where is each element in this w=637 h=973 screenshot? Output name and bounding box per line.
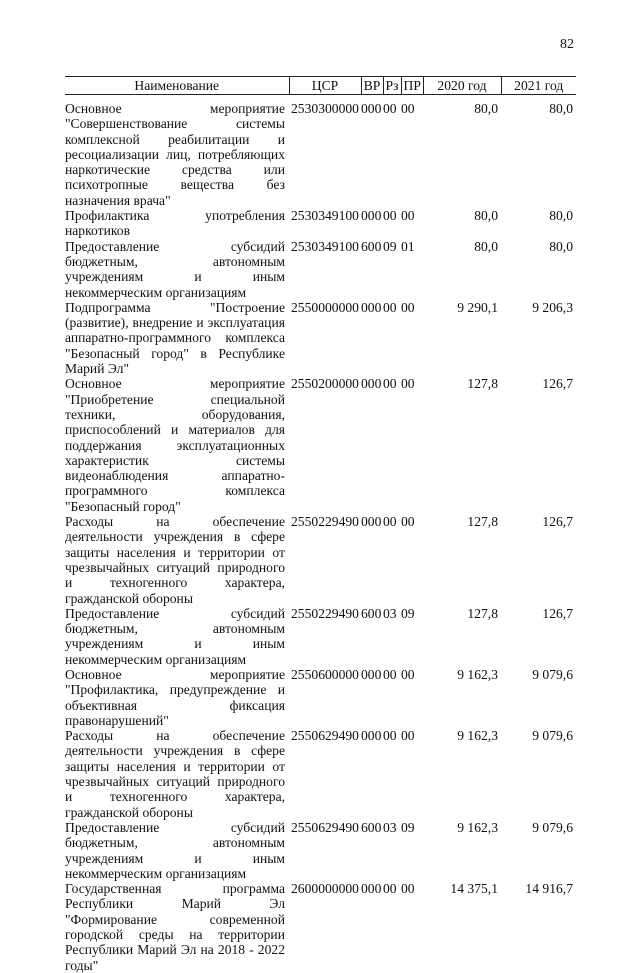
row-vr: 000 (361, 376, 382, 392)
table-row (65, 606, 576, 667)
row-pr: 00 (401, 881, 415, 897)
row-vr: 000 (361, 299, 382, 315)
row-value-2020: 9 290,1 (457, 299, 498, 315)
row-csr: 2550200000 (291, 376, 359, 392)
row-pr: 00 (401, 299, 415, 315)
row-rz: 00 (383, 666, 397, 682)
row-rz: 03 (383, 605, 397, 621)
row-rz: 00 (383, 728, 397, 744)
table-row (65, 667, 576, 728)
header-2020: 2020 год (423, 77, 501, 95)
header-2021: 2021 год (501, 77, 576, 95)
row-name: Основное мероприятие "Совершенствование системы комплексной реабилитации и ресоциализации лиц, потребляющих наркотические средства или психотропные вещества без назначения врача" (65, 101, 285, 208)
header-pr: ПР (401, 77, 423, 95)
row-csr: 2600000000 (291, 881, 359, 897)
row-csr: 2550229490 (291, 605, 359, 621)
header-vr: ВР (361, 77, 383, 95)
row-rz: 00 (383, 208, 397, 224)
row-name: Предоставление субсидий бюджетным, автономным учреждениям и иным некоммерческим организациям (65, 605, 285, 667)
table-header-row (65, 77, 576, 95)
row-value-2020: 80,0 (474, 208, 498, 224)
row-csr: 2530300000 (291, 101, 359, 116)
row-value-2021: 80,0 (549, 208, 573, 224)
row-vr: 000 (361, 881, 382, 897)
row-name: Предоставление субсидий бюджетным, автономным учреждениям и иным некоммерческим организациям (65, 238, 285, 300)
row-name: Подпрограмма "Построение (развитие), внедрение и эксплуатация аппаратно-программного комплекса "Безопасный город" в Республике Марий Эл" (65, 299, 285, 377)
row-csr: 2550600000 (291, 666, 359, 682)
row-vr: 600 (361, 605, 382, 621)
page-number: 82 (560, 37, 574, 52)
row-value-2021: 126,7 (542, 376, 573, 392)
budget-table (65, 76, 576, 973)
row-value-2020: 9 162,3 (457, 819, 498, 835)
row-value-2021: 80,0 (549, 101, 573, 116)
row-name: Основное мероприятие "Приобретение специальной техники, оборудования, приспособлений и материалов для поддержания эксплуатационных характеристик системы видеонаблюдения аппаратно-программного комплекса "Безопасный город" (65, 376, 285, 514)
row-rz: 00 (383, 514, 397, 530)
row-rz: 00 (383, 299, 397, 315)
row-name: Государственная программа Республики Марий Эл "Формирование современной городской среды на территории Республики Марий Эл на 2018 - 2022 годы" (65, 881, 285, 973)
row-name: Расходы на обеспечение деятельности учреждения в сфере защиты населения и территории от чрезвычайных ситуаций природного и техногенного характера, гражданской обороны (65, 728, 285, 820)
row-pr: 00 (401, 728, 415, 744)
table-body (65, 95, 576, 973)
row-name: Профилактика употребления наркотиков (65, 208, 285, 239)
row-pr: 09 (401, 819, 415, 835)
row-value-2020: 127,8 (467, 605, 498, 621)
row-csr: 2530349100 (291, 208, 359, 224)
row-csr: 2550229490 (291, 514, 359, 530)
row-value-2020: 14 375,1 (450, 881, 498, 897)
row-value-2020: 9 162,3 (457, 728, 498, 744)
row-name: Основное мероприятие "Профилактика, предупреждение и объективная фиксация правонарушений" (65, 666, 285, 728)
row-vr: 000 (361, 101, 382, 116)
row-name: Расходы на обеспечение деятельности учреждения в сфере защиты населения и территории от чрезвычайных ситуаций природного и техногенного характера, гражданской обороны (65, 514, 285, 606)
table-row (65, 208, 576, 239)
row-csr: 2550000000 (291, 299, 359, 315)
row-csr: 2550629490 (291, 819, 359, 835)
row-rz: 09 (383, 238, 397, 254)
row-csr: 2530349100 (291, 238, 359, 254)
row-value-2021: 9 079,6 (532, 666, 573, 682)
row-value-2021: 9 206,3 (532, 299, 573, 315)
row-rz: 00 (383, 881, 397, 897)
row-rz: 00 (383, 101, 397, 116)
header-rz: Рз (383, 77, 401, 95)
row-vr: 000 (361, 666, 382, 682)
row-value-2021: 14 916,7 (525, 881, 573, 897)
row-pr: 00 (401, 101, 415, 116)
row-value-2021: 126,7 (542, 514, 573, 530)
row-value-2020: 9 162,3 (457, 666, 498, 682)
row-pr: 00 (401, 514, 415, 530)
row-vr: 000 (361, 514, 382, 530)
header-name: Наименование (65, 77, 289, 95)
table-row (65, 820, 576, 881)
row-value-2020: 127,8 (467, 514, 498, 530)
row-rz: 00 (383, 376, 397, 392)
table-row (65, 95, 576, 209)
table-row (65, 881, 576, 973)
row-vr: 000 (361, 728, 382, 744)
table-row (65, 514, 576, 606)
row-vr: 600 (361, 238, 382, 254)
row-value-2020: 80,0 (474, 101, 498, 116)
row-vr: 600 (361, 819, 382, 835)
row-pr: 00 (401, 208, 415, 224)
row-rz: 03 (383, 819, 397, 835)
table-row (65, 728, 576, 820)
row-value-2021: 126,7 (542, 605, 573, 621)
row-pr: 00 (401, 666, 415, 682)
row-value-2021: 9 079,6 (532, 819, 573, 835)
row-value-2020: 80,0 (474, 238, 498, 254)
row-vr: 000 (361, 208, 382, 224)
row-pr: 01 (401, 238, 415, 254)
row-value-2021: 9 079,6 (532, 728, 573, 744)
row-name: Предоставление субсидий бюджетным, автономным учреждениям и иным некоммерческим организациям (65, 819, 285, 881)
row-pr: 09 (401, 605, 415, 621)
row-value-2020: 127,8 (467, 376, 498, 392)
table-row (65, 239, 576, 300)
row-csr: 2550629490 (291, 728, 359, 744)
header-csr: ЦСР (289, 77, 361, 95)
table-row (65, 376, 576, 514)
row-pr: 00 (401, 376, 415, 392)
table-row (65, 300, 576, 376)
row-value-2021: 80,0 (549, 238, 573, 254)
